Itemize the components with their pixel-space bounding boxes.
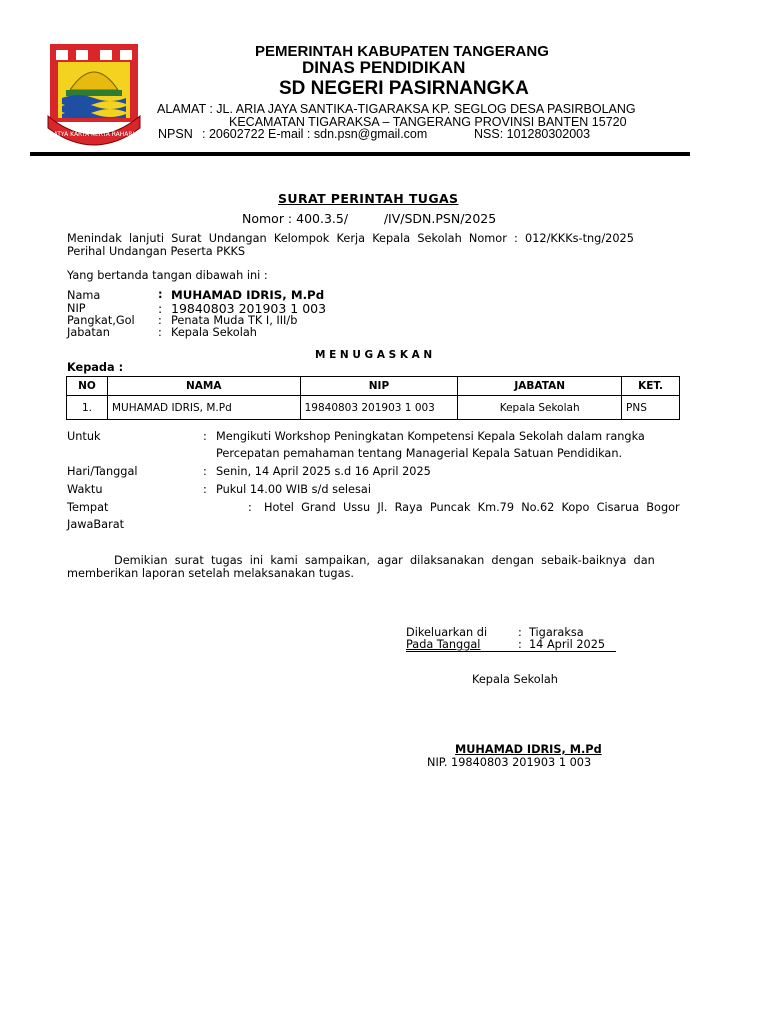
purpose-line2: Percepatan pemahaman tentang Managerial Kepala Satuan Pendidikan. bbox=[216, 447, 623, 460]
signer-name-label: Nama bbox=[67, 289, 101, 302]
signer-nip-colon: : bbox=[158, 301, 163, 316]
table-header-nama: NAMA bbox=[107, 377, 300, 396]
issued-date-value: : 14 April 2025 bbox=[518, 638, 606, 651]
logo-green-band bbox=[66, 90, 122, 96]
header-government: PEMERINTAH KABUPATEN TANGERANG bbox=[255, 43, 549, 60]
date-label: Hari/Tanggal bbox=[67, 465, 138, 478]
header-address-line2: KECAMATAN TIGARAKSA – TANGERANG PROVINSI BANTEN 15720 bbox=[229, 115, 627, 129]
table-cell-ket: PNS bbox=[622, 396, 680, 420]
header-divider bbox=[30, 152, 690, 156]
logo-battlement bbox=[100, 50, 112, 60]
intro-line2: Perihal Undangan Peserta PKKS bbox=[67, 245, 246, 258]
purpose-label: Untuk bbox=[67, 430, 101, 443]
date-underline bbox=[406, 651, 616, 652]
header-department: DINAS PENDIDIKAN bbox=[302, 58, 466, 77]
table-row bbox=[67, 396, 680, 420]
signer-rank-label: Pangkat,Gol bbox=[67, 314, 135, 327]
header-address-line1: ALAMAT : JL. ARIA JAYA SANTIKA-TIGARAKSA KP. SEGLOG DESA PASIRBOLANG bbox=[157, 102, 636, 116]
logo-motto: SATYA KARYA KERTA RAHARJA bbox=[49, 131, 139, 138]
closing-line2: memberikan laporan setelah melaksanakan tugas. bbox=[67, 567, 354, 580]
signer-name-colon: : bbox=[158, 288, 163, 301]
purpose-colon: : bbox=[203, 430, 207, 443]
table-header-jabatan: JABATAN bbox=[458, 377, 622, 396]
table-header-nip: NIP bbox=[300, 377, 458, 396]
signer-intro: Yang bertanda tangan dibawah ini : bbox=[67, 269, 268, 282]
instruction-heading: M E N U G A S K A N bbox=[315, 349, 433, 361]
date-colon: : bbox=[203, 465, 207, 478]
logo-battlement bbox=[76, 50, 88, 60]
issued-place-value: : Tigaraksa bbox=[518, 626, 584, 639]
time-label: Waktu bbox=[67, 483, 103, 496]
table-cell-no: 1. bbox=[67, 396, 108, 420]
time-colon: : bbox=[203, 483, 207, 496]
date-value: Senin, 14 April 2025 s.d 16 April 2025 bbox=[216, 465, 431, 478]
assignee-table bbox=[66, 376, 680, 420]
place-colon: : bbox=[248, 501, 252, 514]
signer-rank-colon: : bbox=[158, 314, 162, 327]
header-npsn-email: : 20602722 E-mail : sdn.psn@gmail.com bbox=[202, 127, 428, 141]
table-cell-jabatan: Kepala Sekolah bbox=[458, 396, 622, 420]
purpose-line1: Mengikuti Workshop Peningkatan Kompetensi Kepala Sekolah dalam rangka bbox=[216, 430, 645, 443]
letter-number bbox=[242, 211, 496, 226]
table-header-no: NO bbox=[67, 377, 108, 396]
place-value: Hotel Grand Ussu Jl. Raya Puncak Km.79 No.62 Kopo Cisarua Bogor bbox=[264, 501, 680, 514]
table-header-row bbox=[67, 377, 680, 396]
place-value-line2: JawaBarat bbox=[67, 518, 125, 531]
signer-position-colon: : bbox=[158, 326, 162, 339]
logo-battlement bbox=[120, 50, 132, 60]
signer-signature-name: MUHAMAD IDRIS, M.Pd bbox=[455, 743, 602, 756]
signer-nip-label: NIP bbox=[67, 302, 86, 315]
issued-date-label: Pada Tanggal bbox=[406, 638, 481, 651]
table-cell-nama: MUHAMAD IDRIS, M.Pd bbox=[107, 396, 300, 420]
header-npsn-label: NPSN bbox=[158, 127, 193, 141]
letter-number-value: 400.3.5/ /IV/SDN.PSN/2025 bbox=[296, 211, 497, 226]
signer-position-label: Jabatan bbox=[67, 326, 110, 339]
regency-logo bbox=[40, 42, 148, 150]
place-label: Tempat bbox=[67, 501, 109, 514]
issued-place-label: Dikeluarkan di bbox=[406, 626, 488, 639]
header-school-name: SD NEGERI PASIRNANGKA bbox=[279, 78, 529, 99]
signer-position-value: Kepala Sekolah bbox=[171, 326, 257, 339]
signer-signature-nip: NIP. 19840803 201903 1 003 bbox=[427, 756, 592, 769]
letter-number-label: Nomor : bbox=[242, 211, 293, 226]
logo-battlement bbox=[56, 50, 68, 60]
recipient-label: Kepada : bbox=[67, 361, 124, 374]
closing-line1: Demikian surat tugas ini kami sampaikan, agar dilaksanakan dengan sebaik-baiknya dan bbox=[114, 554, 655, 567]
signer-position-title: Kepala Sekolah bbox=[472, 673, 558, 686]
letter-title: SURAT PERINTAH TUGAS bbox=[278, 191, 459, 206]
signer-nip-value: 19840803 201903 1 003 bbox=[171, 301, 327, 316]
signer-name-value: MUHAMAD IDRIS, M.Pd bbox=[171, 288, 325, 302]
header-nss: NSS: 101280302003 bbox=[474, 127, 591, 141]
intro-line1: Menindak lanjuti Surat Undangan Kelompok Kerja Kepala Sekolah Nomor : 012/KKKs-tng/2025 bbox=[67, 232, 634, 245]
table-header-ket: KET. bbox=[622, 377, 680, 396]
signer-rank-value: Penata Muda TK I, III/b bbox=[171, 314, 298, 327]
table-cell-nip: 19840803 201903 1 003 bbox=[300, 396, 458, 420]
time-value: Pukul 14.00 WIB s/d selesai bbox=[216, 483, 371, 496]
